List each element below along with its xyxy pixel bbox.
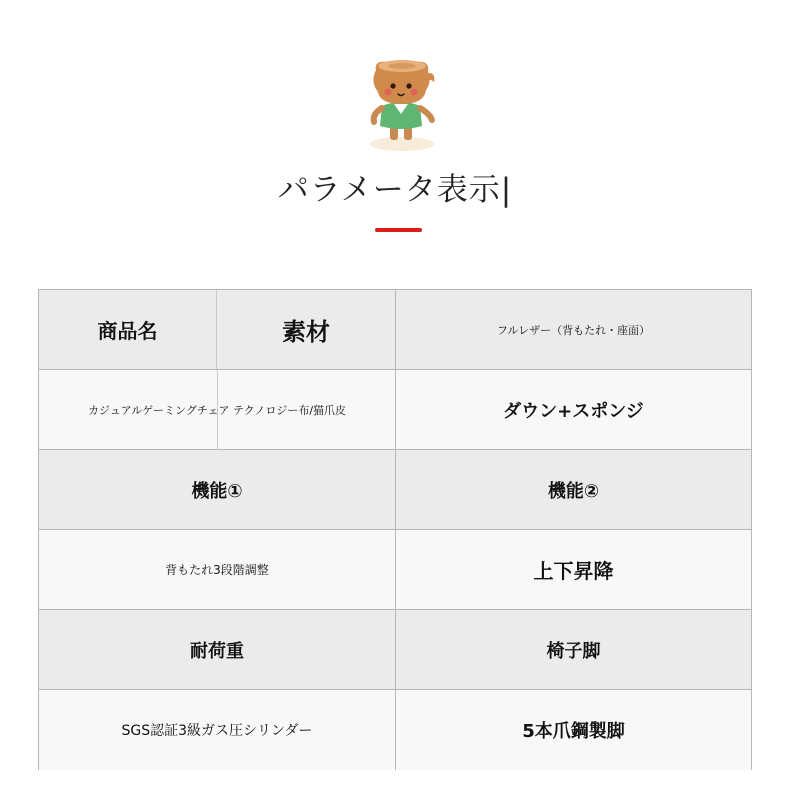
table-cell: 機能① bbox=[39, 450, 396, 529]
tree-stump-mascot-icon bbox=[364, 56, 438, 154]
table-cell: 耐荷重 bbox=[39, 610, 396, 689]
table-cell: 5本爪鋼製脚 bbox=[522, 721, 625, 742]
table-cell: 背もたれ3段階調整 bbox=[39, 530, 396, 609]
table-cell: 素材 bbox=[217, 290, 396, 369]
table-cell: SGS認証3級ガス圧シリンダー bbox=[39, 690, 396, 770]
table-cell: 商品名 bbox=[39, 290, 217, 369]
title-underline bbox=[375, 228, 422, 232]
table-row bbox=[39, 450, 751, 530]
table-row bbox=[39, 370, 751, 450]
table-cell: ダウン+スポンジ bbox=[503, 400, 644, 422]
table-cell: フルレザー（背もたれ・座面） bbox=[496, 323, 651, 337]
table-cell: 上下昇降 bbox=[533, 559, 614, 583]
page-title: パラメータ表示| bbox=[277, 172, 513, 208]
table-row bbox=[39, 530, 751, 610]
spec-table bbox=[38, 289, 752, 770]
table-cell: 機能② bbox=[547, 480, 600, 502]
table-cell: カジュアルゲーミングチェア テクノロジー布/猫爪皮 bbox=[39, 370, 396, 449]
table-cell: 椅子脚 bbox=[546, 640, 601, 662]
table-row bbox=[39, 690, 751, 770]
table-row bbox=[39, 290, 751, 370]
table-row bbox=[39, 610, 751, 690]
